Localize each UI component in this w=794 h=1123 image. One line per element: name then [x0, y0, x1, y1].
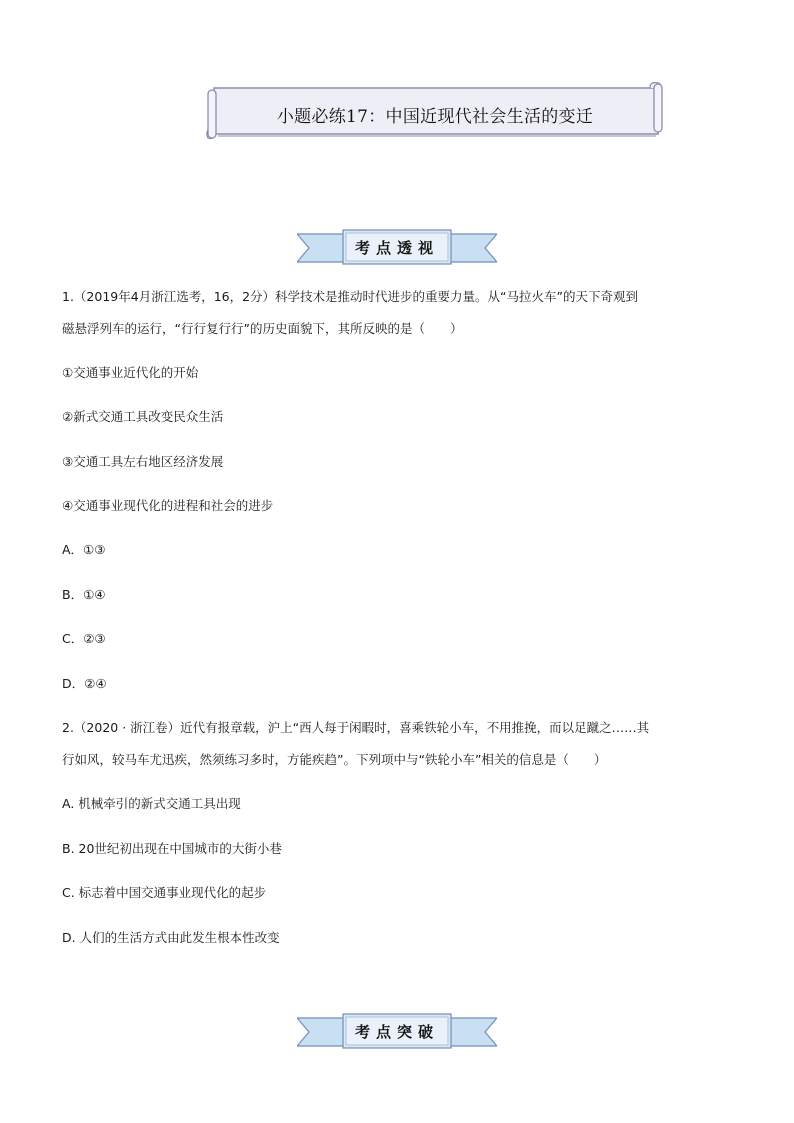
- question-1-item: ③交通工具左右地区经济发展: [62, 454, 224, 469]
- section-ribbon-1: [297, 228, 497, 268]
- question-1-item: ④交通事业现代化的进程和社会的进步: [62, 498, 274, 513]
- question-2-stem-line-2: 行如风，较马车尤迅疾，然须练习多时，方能疾趋”。下列项中与“铁轮小车”相关的信息是（ ）: [62, 752, 607, 767]
- question-2-option-d: D. 人们的生活方式由此发生根本性改变: [62, 930, 280, 945]
- section-label: 考点透视: [354, 239, 439, 257]
- question-1-option-d: D．②④: [62, 676, 107, 691]
- question-1-option-a: A．①③: [62, 542, 106, 557]
- section-ribbon-2: [297, 1012, 497, 1052]
- page-title: 小题必练17：中国近现代社会生活的变迁: [276, 107, 594, 127]
- question-2-option-c: C. 标志着中国交通事业现代化的起步: [62, 885, 267, 900]
- question-1-option-c: C．②③: [62, 631, 106, 646]
- question-1-item: ②新式交通工具改变民众生活: [62, 409, 224, 424]
- question-2-option-a: A. 机械牵引的新式交通工具出现: [62, 796, 241, 811]
- section-label: 考点突破: [354, 1023, 439, 1041]
- question-1-option-b: B．①④: [62, 587, 106, 602]
- question-2-stem-line-1: 2.（2020 · 浙江卷）近代有报章载，沪上“西人每于闲暇时，喜乘铁轮小车，不用推挽，而以足蹴之……其: [62, 720, 650, 735]
- question-2-option-b: B. 20世纪初出现在中国城市的大街小巷: [62, 841, 282, 856]
- question-1-stem-line-1: 1.（2019年4月浙江选考，16，2分）科学技术是推动时代进步的重要力量。从“马拉火车”的天下奇观到: [62, 289, 639, 304]
- title-banner: [206, 82, 664, 142]
- question-1-stem-line-2: 磁悬浮列车的运行，“行行复行行”的历史面貌下，其所反映的是（ ）: [62, 321, 463, 336]
- question-1-item: ①交通事业近代化的开始: [62, 365, 199, 380]
